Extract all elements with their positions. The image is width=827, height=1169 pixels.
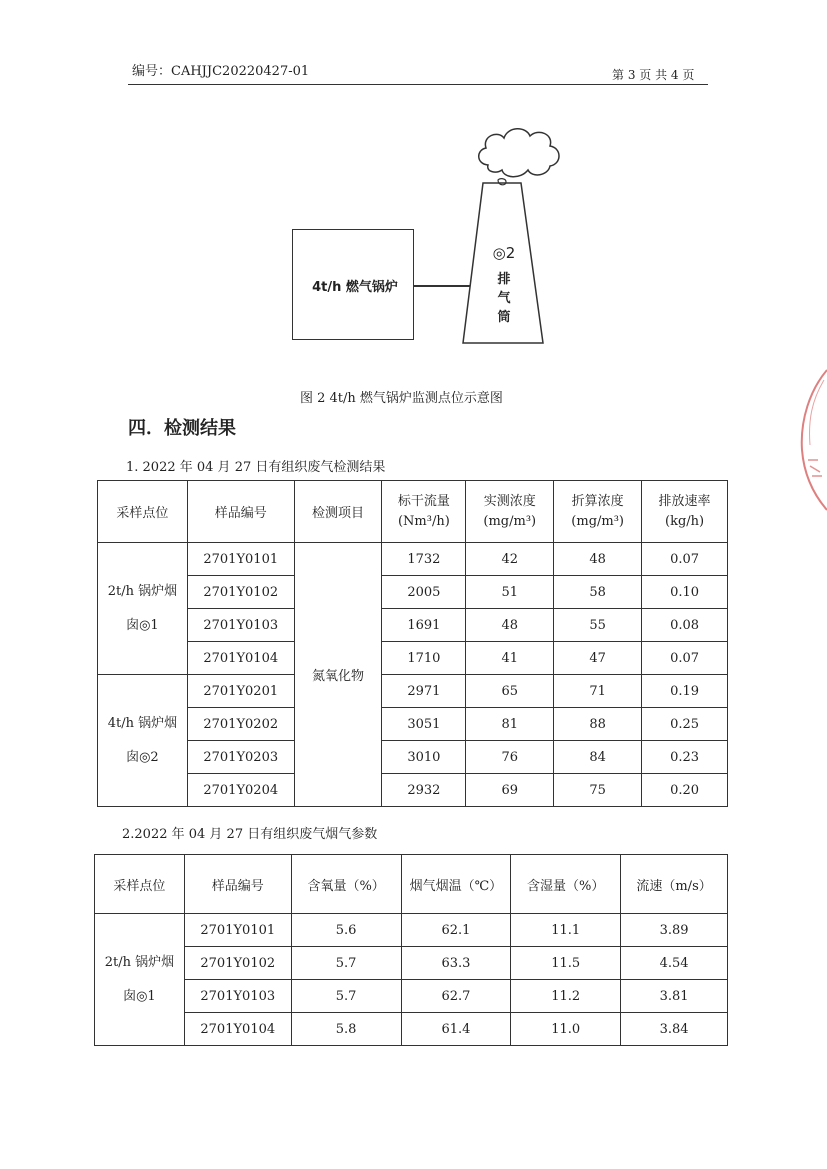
cell: 3.81 bbox=[621, 980, 728, 1013]
page-indicator: 第 3 页 共 4 页 bbox=[612, 68, 695, 82]
cell: 3051 bbox=[382, 708, 466, 741]
cell: 69 bbox=[466, 774, 554, 807]
header-text: 折算浓度 bbox=[571, 493, 624, 509]
cell: 62.7 bbox=[401, 980, 511, 1013]
figure-caption: 图 2 4t/h 燃气锅炉监测点位示意图 bbox=[300, 391, 503, 406]
col-header-site: 采样点位 bbox=[95, 855, 185, 914]
cell: 2701Y0204 bbox=[187, 774, 294, 807]
table-row bbox=[98, 543, 728, 576]
cell: 41 bbox=[466, 642, 554, 675]
cell: 5.8 bbox=[291, 1013, 401, 1046]
header-text: 标干流量 bbox=[397, 493, 450, 509]
site-cell bbox=[98, 675, 188, 807]
cell: 4.54 bbox=[621, 947, 728, 980]
cell: 71 bbox=[554, 675, 642, 708]
cell: 2701Y0203 bbox=[187, 741, 294, 774]
cell: 5.7 bbox=[291, 980, 401, 1013]
item-cell: 氮氧化物 bbox=[294, 543, 382, 807]
col-header-sample-id: 样品编号 bbox=[184, 855, 291, 914]
site-cell bbox=[98, 543, 188, 675]
col-header-temperature: 烟气烟温（℃） bbox=[401, 855, 511, 914]
col-header-moisture: 含湿量（%） bbox=[511, 855, 621, 914]
cell: 0.25 bbox=[642, 708, 728, 741]
cell: 2701Y0101 bbox=[187, 543, 294, 576]
flue-gas-table bbox=[94, 854, 728, 1046]
site-line: 2t/h 锅炉烟 bbox=[104, 954, 175, 970]
col-header-converted bbox=[554, 481, 642, 543]
header-text: 实测浓度 bbox=[483, 493, 536, 509]
doc-number: 编号：CAHJJC20220427-01 bbox=[132, 64, 310, 79]
cell: 0.07 bbox=[642, 642, 728, 675]
cell: 2701Y0104 bbox=[187, 642, 294, 675]
table1-title: 1. 2022 年 04 月 27 日有组织废气检测结果 bbox=[126, 460, 386, 475]
site-line: 囱◎2 bbox=[126, 749, 159, 765]
cell: 11.1 bbox=[511, 914, 621, 947]
cell: 62.1 bbox=[401, 914, 511, 947]
cell: 55 bbox=[554, 609, 642, 642]
header-text: 排放速率 bbox=[658, 493, 711, 509]
cell: 3010 bbox=[382, 741, 466, 774]
cell: 75 bbox=[554, 774, 642, 807]
results-table bbox=[97, 480, 728, 807]
cell: 61.4 bbox=[401, 1013, 511, 1046]
cell: 48 bbox=[466, 609, 554, 642]
stack-label-point: ◎2 bbox=[492, 244, 516, 262]
connection-pipe bbox=[414, 285, 470, 287]
cell: 84 bbox=[554, 741, 642, 774]
col-header-rate bbox=[642, 481, 728, 543]
cell: 5.6 bbox=[291, 914, 401, 947]
cell: 42 bbox=[466, 543, 554, 576]
table-row bbox=[95, 1013, 728, 1046]
cell: 3.89 bbox=[621, 914, 728, 947]
table-row bbox=[98, 675, 728, 708]
table-row bbox=[95, 947, 728, 980]
table-row bbox=[98, 576, 728, 609]
cell: 1732 bbox=[382, 543, 466, 576]
site-line: 4t/h 锅炉烟 bbox=[107, 715, 178, 731]
cell: 88 bbox=[554, 708, 642, 741]
cell: 0.20 bbox=[642, 774, 728, 807]
cell: 5.7 bbox=[291, 947, 401, 980]
cell: 63.3 bbox=[401, 947, 511, 980]
cell: 2701Y0102 bbox=[187, 576, 294, 609]
cell: 2701Y0202 bbox=[187, 708, 294, 741]
col-header-oxygen: 含氧量（%） bbox=[291, 855, 401, 914]
stamp-seal-icon bbox=[790, 360, 827, 520]
cell: 0.19 bbox=[642, 675, 728, 708]
cell: 2971 bbox=[382, 675, 466, 708]
boiler-label: 4t/h 燃气锅炉 bbox=[312, 280, 398, 295]
table2-title: 2.2022 年 04 月 27 日有组织废气烟气参数 bbox=[122, 827, 378, 842]
site-line: 2t/h 锅炉烟 bbox=[107, 583, 178, 599]
cell: 2701Y0201 bbox=[187, 675, 294, 708]
site-line: 囱◎1 bbox=[123, 988, 156, 1004]
cell: 2701Y0101 bbox=[184, 914, 291, 947]
cell: 11.5 bbox=[511, 947, 621, 980]
cell: 2701Y0104 bbox=[184, 1013, 291, 1046]
col-header-velocity: 流速（m/s） bbox=[621, 855, 728, 914]
cell: 1691 bbox=[382, 609, 466, 642]
cell: 65 bbox=[466, 675, 554, 708]
cell: 2701Y0103 bbox=[187, 609, 294, 642]
col-header-site: 采样点位 bbox=[98, 481, 188, 543]
col-header-sample-id: 样品编号 bbox=[187, 481, 294, 543]
header-unit: (Nm³/h) bbox=[397, 513, 450, 529]
cell: 0.08 bbox=[642, 609, 728, 642]
cell: 0.10 bbox=[642, 576, 728, 609]
site-line: 囱◎1 bbox=[126, 617, 159, 633]
stack-label-2: 气 bbox=[497, 291, 511, 306]
table-row bbox=[98, 609, 728, 642]
col-header-measured bbox=[466, 481, 554, 543]
header-unit: (mg/m³) bbox=[571, 513, 625, 529]
col-header-flow bbox=[382, 481, 466, 543]
cell: 1710 bbox=[382, 642, 466, 675]
cell: 11.2 bbox=[511, 980, 621, 1013]
cell: 76 bbox=[466, 741, 554, 774]
cell: 2005 bbox=[382, 576, 466, 609]
table-row bbox=[98, 642, 728, 675]
section-title: 四．检测结果 bbox=[128, 418, 236, 439]
cell: 2701Y0103 bbox=[184, 980, 291, 1013]
table-row bbox=[95, 914, 728, 947]
cell: 48 bbox=[554, 543, 642, 576]
table-row bbox=[98, 774, 728, 807]
cell: 2932 bbox=[382, 774, 466, 807]
header-unit: (kg/h) bbox=[665, 513, 705, 529]
cell: 81 bbox=[466, 708, 554, 741]
cell: 11.0 bbox=[511, 1013, 621, 1046]
cell: 0.23 bbox=[642, 741, 728, 774]
site-cell bbox=[95, 914, 185, 1046]
cell: 2701Y0102 bbox=[184, 947, 291, 980]
col-header-item: 检测项目 bbox=[294, 481, 382, 543]
stack-label-3: 筒 bbox=[497, 310, 511, 325]
table-row bbox=[95, 980, 728, 1013]
header-unit: (mg/m³) bbox=[483, 513, 537, 529]
cell: 58 bbox=[554, 576, 642, 609]
table-row bbox=[98, 708, 728, 741]
cell: 3.84 bbox=[621, 1013, 728, 1046]
cell: 0.07 bbox=[642, 543, 728, 576]
header-rule bbox=[128, 84, 708, 85]
cell: 51 bbox=[466, 576, 554, 609]
stack-label-1: 排 bbox=[497, 272, 511, 287]
table-row bbox=[98, 741, 728, 774]
cell: 47 bbox=[554, 642, 642, 675]
